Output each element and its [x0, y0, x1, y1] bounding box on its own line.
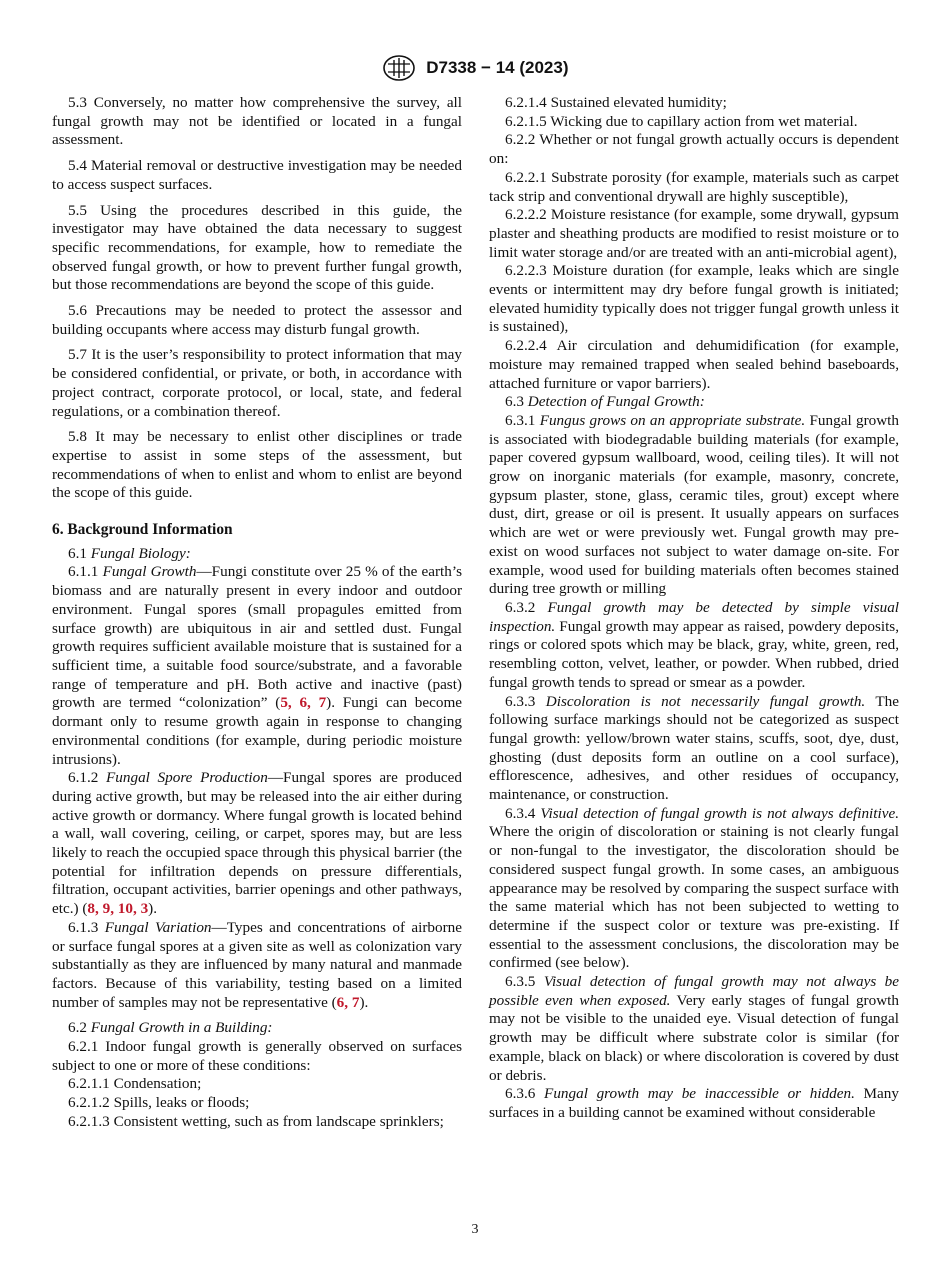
section-6-2-1-5: 6.2.1.5 Wicking due to capillary action from wet material.	[505, 112, 858, 130]
section-6-3-1: 6.3.1 Fungus grows on an appropriate substrate. Fungal growth is associated with biodegradable building materials (for example, paper covered gypsum wallboard, wood, ceiling tiles). It will not grow on inorganic materials (for example, masonry, concrete, gypsum plaster, stone, glass, ceramic tiles, grout) except where dust, dirt, grease or oil is present. It usually appears on surfaces which are wet or were previously wet. Fungal growth may pre-exist on wood surfaces not subject to water damage on-site. For example, wood used for building materials often becomes stained during tree growth or milling	[489, 411, 899, 598]
astm-logo-icon	[382, 54, 416, 82]
section-6-2-2-4: 6.2.2.4 Air circulation and dehumidification (for example, moisture may remained trapped when sealed behind baseboards, attached furniture or vapor barriers).	[489, 337, 899, 392]
section-6-2-1-1: 6.2.1.1 Condensation;	[68, 1075, 202, 1093]
standard-designation: D7338 − 14 (2023)	[426, 58, 569, 77]
page-number: 3	[471, 1222, 479, 1237]
section-5-8: 5.8 It may be necessary to enlist other disciplines or trade expertise to assist in some steps of the assessment, but recommendations of when to enlist and whom to enlist are beyond the scope of this guide.	[52, 428, 462, 502]
section-6-heading: 6. Background Information	[52, 521, 233, 539]
section-5-4: 5.4 Material removal or destructive investigation may be needed to access suspect surfaces.	[52, 157, 462, 193]
section-5-7: 5.7 It is the user’s responsibility to protect information that may be considered confidential, or private, or both, in accordance with project contract, corporate protocol, or local, state, and federal regulations, or a combination thereof.	[52, 346, 462, 420]
section-6-2-2-2: 6.2.2.2 Moisture resistance (for example, some drywall, gypsum plaster and sheathing products are modified to resist moisture or to limit water storage and/or are treated with an anti-microbial agent),	[489, 206, 899, 261]
section-6-3-4: 6.3.4 Visual detection of fungal growth is not always definitive. Where the origin of discoloration or staining is not clearly fungal or non-fungal to the investigator, the discoloration should be considered suspect fungal growth. In some cases, an ambiguous appearance may be resolved by comparing the suspect surface with the same material which has not been subjected to wetting to determine if the suspect color or texture was pre-existing. If essential to the assessment conclusions, the discoloration may be confirmed (see below).	[489, 804, 899, 972]
left-column	[52, 94, 462, 1132]
reference-link[interactable]: 5, 6, 7	[280, 694, 327, 712]
section-5-3: 5.3 Conversely, no matter how comprehensive the survey, all fungal growth may not be identified or located in a fungal assessment.	[52, 94, 462, 149]
section-6-2: 6.2 Fungal Growth in a Building:	[68, 1019, 273, 1037]
section-6-2-2: 6.2.2 Whether or not fungal growth actually occurs is dependent on:	[489, 131, 899, 168]
section-5-6: 5.6 Precautions may be needed to protect the assessor and building occupants where access may disturb fungal growth.	[52, 302, 462, 338]
section-6-2-2-3: 6.2.2.3 Moisture duration (for example, leaks which are single events or intermittent may dry before fungal growth is initiated; elevated humidity typically does not trigger fungal growth unless it is sustained),	[489, 262, 899, 336]
section-6-2-1-2: 6.2.1.2 Spills, leaks or floods;	[68, 1094, 250, 1112]
reference-link[interactable]: 8, 9, 10, 3	[87, 900, 149, 918]
section-6-2-1-3: 6.2.1.3 Consistent wetting, such as from landscape sprinklers;	[68, 1112, 444, 1130]
section-6-3-6: 6.3.6 Fungal growth may be inaccessible or hidden. Many surfaces in a building cannot be examined without considerable	[489, 1085, 899, 1121]
section-5-5: 5.5 Using the procedures described in this guide, the investigator may have obtained the data necessary to suggest specific recommendations, for example, how to remediate the observed fungal growth, or how to prevent further fungal growth, but those recommendations are beyond the scope of this guide.	[52, 201, 462, 294]
section-6-2-1: 6.2.1 Indoor fungal growth is generally observed on surfaces subject to one or more of these conditions:	[52, 1038, 462, 1074]
section-6-1-2: 6.1.2 Fungal Spore Production—Fungal spores are produced during active growth, but may be released into the air either during active growth or dormancy. Where fungal growth is located behind a wall, wall covering, ceiling, or carpet, spores may, but are less likely to reach the occupied space through this physical barrier (the potential for infiltration depends on pressure differentials, filtration, occupant activities, barrier openings and other pathways, etc.) (8, 9, 10, 3).	[52, 769, 463, 918]
right-column	[489, 94, 899, 1123]
section-6-1-1: 6.1.1 Fungal Growth—Fungi constitute over 25 % of the earth’s biomass and are naturally present in every indoor and outdoor environment. Fungal spores (small propagules emitted from surface growth) are ubiquitous in air and settled dust. Fungal growth requires sufficient available moisture that is sustained for a sufficient time, a suitable food source/substrate, and a favorable range of temperature and pH. Both active and inactive (past) growth are termed “colonization” (5, 6, 7). Fungi can become dormant only to resume growth again in response to changing environmental conditions (for example, during periodic moisture intrusions).	[52, 563, 462, 768]
section-6-3-3: 6.3.3 Discoloration is not necessarily fungal growth. The following surface markings should not be categorized as suspect fungal growth: yellow/brown water stains, scuffs, soot, dye, dust, ghosting (dust deposits form an outline on a cool surface), efflorescence, adhesives, and other residues of occupancy, maintenance, or construction.	[489, 692, 899, 804]
reference-link[interactable]: 6, 7	[336, 993, 360, 1011]
section-6-3-2: 6.3.2 Fungal growth may be detected by simple visual inspection. Fungal growth may appear as raised, powdery deposits, rings or colored spots which may be black, gray, white, green, red, resembling cotton, velvet, leather, or powder. When rubbed, dried fungal growth tends to spread or smear as a powder.	[489, 598, 900, 691]
section-6-2-2-1: 6.2.2.1 Substrate porosity (for example, materials such as carpet tack strip and conventional drywall are highly susceptible),	[489, 168, 899, 205]
section-6-1: 6.1 Fungal Biology:	[68, 544, 191, 562]
section-6-2-1-4: 6.2.1.4 Sustained elevated humidity;	[505, 94, 727, 111]
page-header	[0, 54, 950, 82]
section-6-1-3: 6.1.3 Fungal Variation—Types and concentrations of airborne or surface fungal spores at a given site as well as colonization vary substantially as they are influenced by many natural and manmade factors. Because of this variability, testing based on a limited number of samples may not be representative (6, 7).	[52, 918, 462, 1011]
section-6-3: 6.3 Detection of Fungal Growth:	[505, 393, 705, 411]
section-6-3-5: 6.3.5 Visual detection of fungal growth may not always be possible even when exposed. Very early stages of fungal growth may not be visible to the unaided eye. Visual detection of fungal growth may be difficult where substrate color is similar (for example, black on black) or where discoloration is covered by dust or debris.	[489, 973, 899, 1084]
